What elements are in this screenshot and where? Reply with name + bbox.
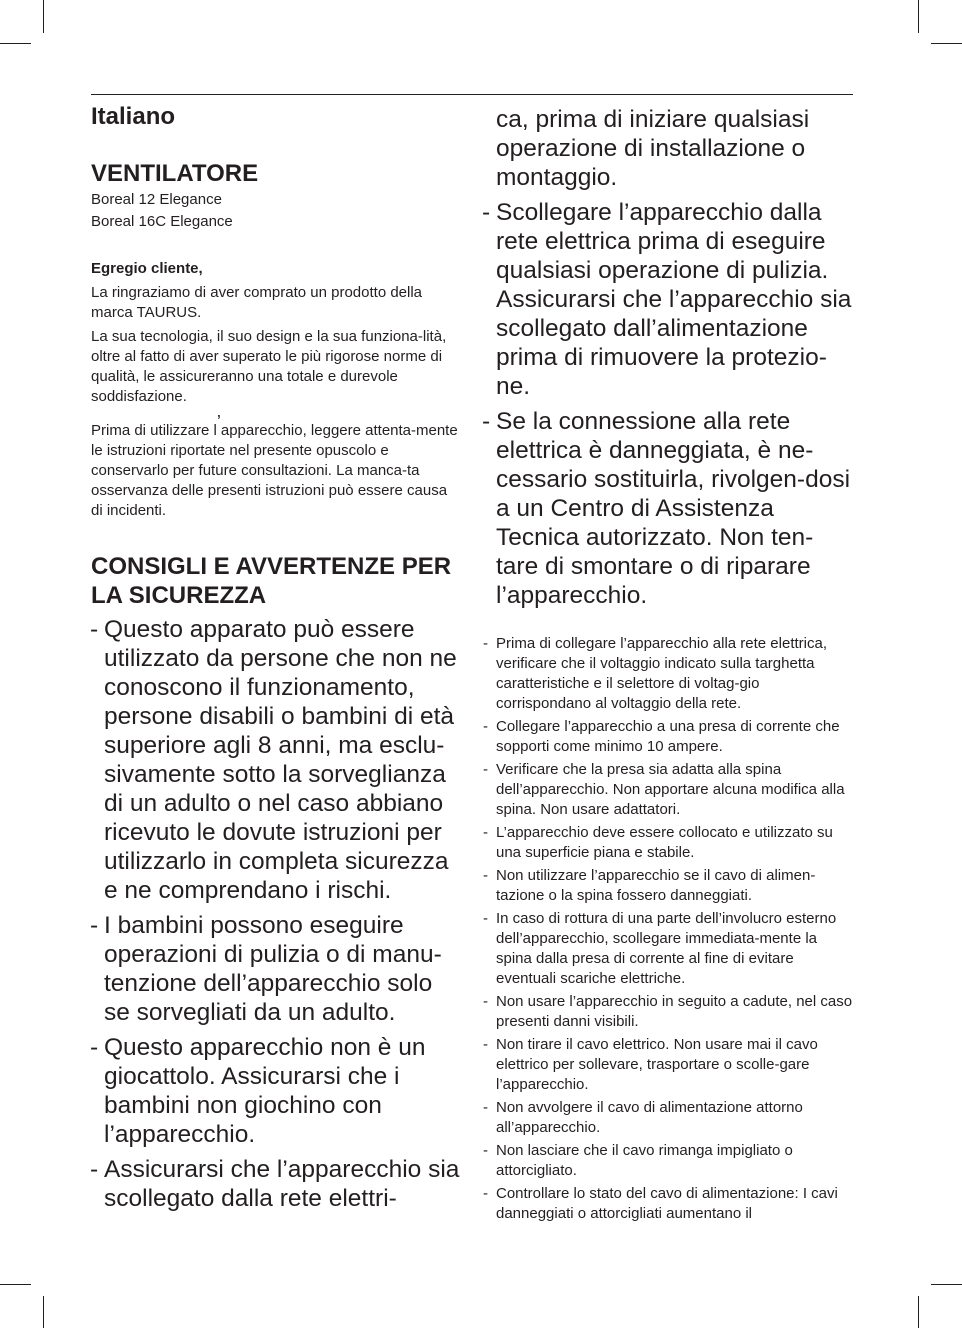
list-item-text: Prima di collegare l’apparecchio alla rete elettrica, verificare che il voltaggio indicato sulla targhetta caratteristiche e il selettore di voltag-gio corrispondano al voltaggio della rete. (496, 635, 827, 712)
list-bullet: - (483, 718, 488, 735)
safety-warnings-list-continued (483, 198, 855, 610)
list-item-text: In caso di rottura di una parte dell’involucro esterno dell’apparecchio, scollegare immediata-mente la spina dalla presa di corrente al fine di evitare eventuali scariche elettriche. (496, 910, 837, 987)
instructions-list (483, 634, 855, 1224)
left-column (91, 100, 461, 1219)
crop-mark-top-right-vertical (918, 0, 919, 33)
list-item-text: Questo apparecchio non è un giocattolo. Assicurarsi che i bambini non giochino con l’apparecchio. (104, 1034, 426, 1148)
list-bullet: - (483, 1099, 488, 1116)
usage-note (91, 412, 461, 521)
crop-mark-top-right-horizontal (931, 43, 962, 44)
list-item-text: I bambini possono eseguire operazioni di pulizia o di manu-tenzione dell’apparecchio solo se sorvegliati da un adulto. (104, 912, 442, 1026)
list-bullet: - (483, 1185, 488, 1202)
product-title: VENTILATORE (91, 160, 259, 187)
language-label: Italiano (91, 103, 176, 130)
list-item (483, 866, 855, 906)
list-item (483, 1141, 855, 1181)
list-item-text: Collegare l’apparecchio a una presa di corrente che sopporti come minimo 10 ampere. (496, 718, 840, 755)
list-item-text: Non lasciare che il cavo rimanga impigliato o attorcigliato. (496, 1142, 793, 1179)
right-column (483, 100, 855, 1227)
safety-heading: CONSIGLI E AVVERTENZE PER LA SICUREZZA (91, 553, 452, 609)
list-item (483, 1098, 855, 1138)
list-bullet: - (483, 761, 488, 778)
list-bullet: - (483, 1142, 488, 1159)
list-item (483, 1035, 855, 1095)
list-item (483, 634, 855, 714)
list-item (483, 760, 855, 820)
crop-mark-bottom-left-horizontal (0, 1284, 31, 1285)
usage-note-end: apparecchio, leggere attenta-mente le istruzioni riportate nel presente opuscolo e conservarlo per future consultazioni. La manca-ta osservanza delle presenti istruzioni può essere causa di incidenti. (91, 422, 458, 519)
list-item-text: Non avvolgere il cavo di alimentazione attorno all’apparecchio. (496, 1099, 803, 1136)
list-item (483, 407, 855, 610)
continued-warning: ca, prima di iniziare qualsiasi operazione di installazione o montaggio. (496, 106, 810, 191)
list-item (91, 1033, 461, 1149)
crop-mark-bottom-right-horizontal (931, 1284, 962, 1285)
header-rule (91, 94, 853, 95)
list-item (91, 615, 461, 905)
list-item-text: Questo apparato può essere utilizzato da persone che non ne conoscono il funzionamento, persone disabili o bambini di età superiore agli 8 anni, ma esclu-sivamente sotto la sorveglianza di un adulto o nel caso abbiano ricevuto le dovute istruzioni per utilizzarlo in completa sicurezza e ne comprendano i rischi. (104, 616, 457, 904)
crop-mark-top-left-vertical (43, 0, 44, 33)
list-item-text: Non usare l’apparecchio in seguito a cadute, nel caso presenti danni visibili. (496, 993, 853, 1030)
list-item (483, 992, 855, 1032)
model-name: Boreal 12 Elegance (91, 191, 222, 208)
list-item (91, 1155, 461, 1213)
list-item (483, 909, 855, 989)
list-bullet: - (90, 1034, 99, 1061)
list-item-text: L’apparecchio deve essere collocato e utilizzato su una superficie piana e stabile. (496, 824, 833, 861)
list-item-text: Verificare che la presa sia adatta alla spina dell’apparecchio. Non apportare alcuna modifica alla spina. Non usare adattatori. (496, 761, 845, 818)
list-bullet: - (483, 1036, 488, 1053)
crop-mark-bottom-left-vertical (43, 1296, 44, 1328)
list-item-text: Se la connessione alla rete elettrica è danneggiata, è ne-cessario sostituirla, rivolgen-dosi a un Centro di Assistenza Tecnica autorizzato. Non ten-tare di smontare o di riparare l’apparecchio. (496, 408, 851, 609)
list-bullet: - (483, 993, 488, 1010)
list-item-text: Non utilizzare l’apparecchio se il cavo di alimen-tazione o la spina fossero danneggiati. (496, 867, 816, 904)
list-item (483, 1184, 855, 1224)
list-bullet: - (483, 824, 488, 841)
greeting: Egregio cliente, (91, 260, 203, 277)
list-item (91, 911, 461, 1027)
list-bullet: - (90, 1156, 99, 1183)
list-item-text: Assicurarsi che l’apparecchio sia scollegato dalla rete elettri- (104, 1156, 460, 1212)
list-bullet: - (483, 635, 488, 652)
model-name: Boreal 16C Elegance (91, 213, 233, 230)
list-bullet: - (482, 199, 491, 226)
crop-mark-bottom-right-vertical (918, 1296, 919, 1328)
list-item (483, 823, 855, 863)
usage-note-start: Prima di utilizzare l (91, 422, 217, 439)
list-bullet: - (482, 408, 491, 435)
list-bullet: - (483, 867, 488, 884)
list-bullet: - (90, 616, 99, 643)
intro-paragraph: La sua tecnologia, il suo design e la sua funziona-lità, oltre al fatto di aver superato le più rigorose norme di qualità, le assicureranno una totale e durevole soddisfazione. (91, 328, 447, 405)
list-bullet: - (483, 910, 488, 927)
list-bullet: - (90, 912, 99, 939)
list-item (483, 198, 855, 401)
crop-mark-top-left-horizontal (0, 43, 31, 44)
list-item-text: Scollegare l’apparecchio dalla rete elettrica prima di eseguire qualsiasi operazione di pulizia. Assicurarsi che l’apparecchio sia scollegato dall’alimentazione prima di rimuovere la protezio-ne. (496, 199, 852, 400)
intro-paragraph: La ringraziamo di aver comprato un prodotto della marca TAURUS. (91, 284, 423, 321)
safety-warnings-list (91, 615, 461, 1213)
list-item-text: Controllare lo stato del cavo di alimentazione: I cavi danneggiati o attorcigliati aumentano il (496, 1185, 838, 1222)
apostrophe-mark: ’ (216, 412, 221, 432)
list-item-text: Non tirare il cavo elettrico. Non usare mai il cavo elettrico per sollevare, trasportare o scolle-gare l’apparecchio. (496, 1036, 818, 1093)
list-item (483, 717, 855, 757)
